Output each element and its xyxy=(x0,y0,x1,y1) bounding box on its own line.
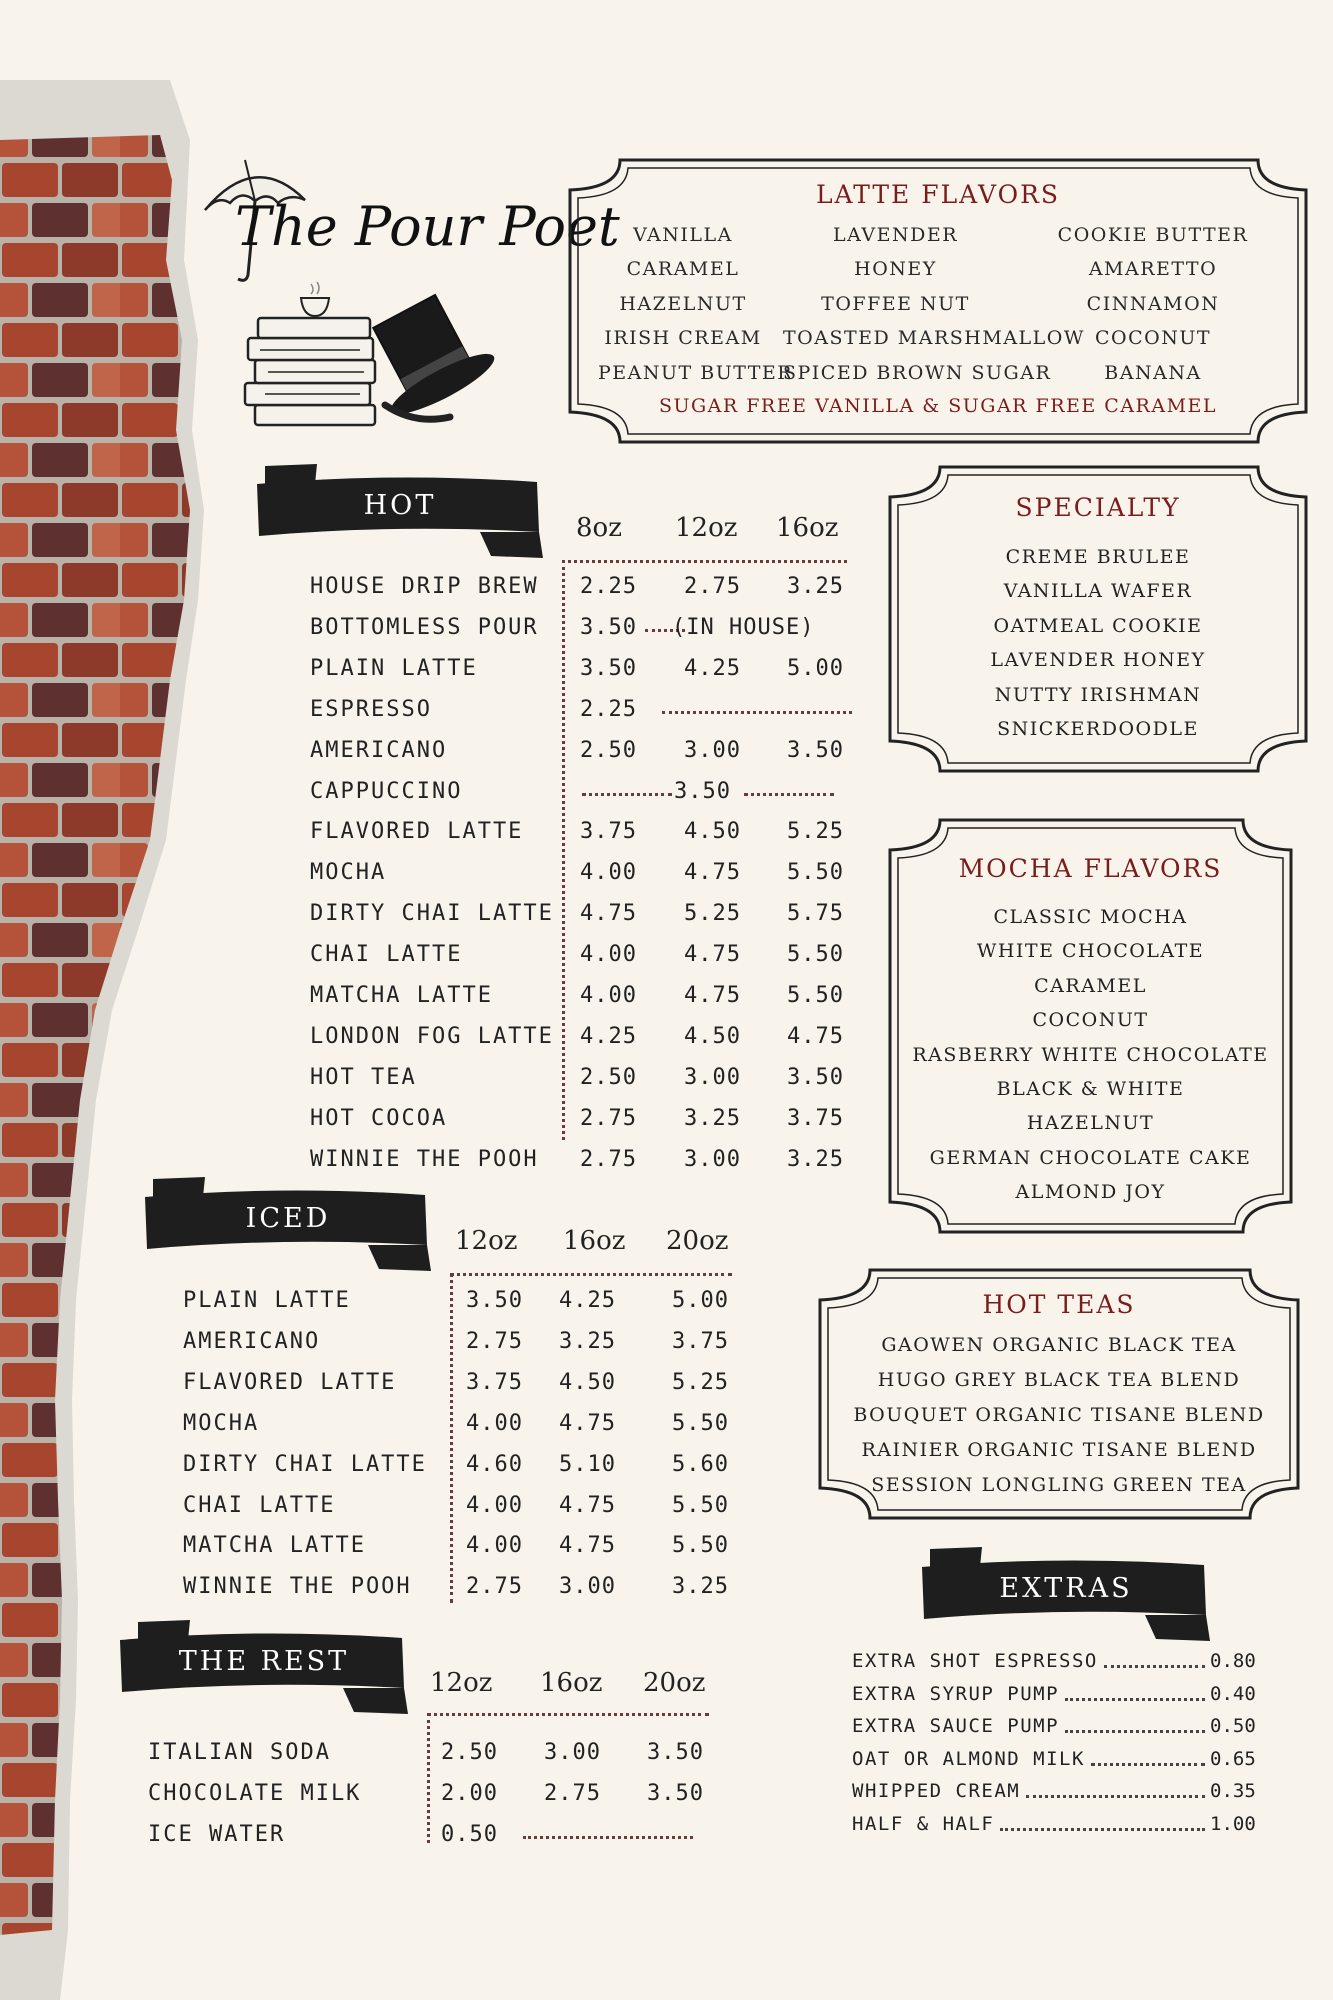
extras-banner xyxy=(920,1545,1212,1645)
mocha-flavors-box xyxy=(888,818,1293,1234)
menu-item-price: 4.25 xyxy=(580,1023,637,1049)
menu-item-price: 3.00 xyxy=(559,1574,616,1600)
latte-flavors-title: LATTE FLAVORS xyxy=(815,180,1061,209)
price-dots xyxy=(582,793,672,796)
menu-item-price: 3.50 xyxy=(466,1288,523,1313)
specialty-item: VANILLA WAFER xyxy=(1003,580,1193,603)
mocha-flavor-item: CLASSIC MOCHA xyxy=(993,906,1188,928)
mocha-flavors-title: MOCHA FLAVORS xyxy=(958,854,1223,883)
table-top-rule xyxy=(427,1713,709,1716)
menu-item-price: 4.00 xyxy=(466,1492,523,1518)
menu-item-name: AMERICANO xyxy=(183,1328,321,1354)
menu-item-price: 3.00 xyxy=(684,1146,741,1172)
menu-item-price: 3.75 xyxy=(787,1105,844,1131)
logo xyxy=(195,155,620,435)
latte-flavor-item: VANILLA xyxy=(633,224,733,246)
specialty-item: SNICKERDOODLE xyxy=(997,718,1199,741)
the-rest-banner xyxy=(118,1618,410,1718)
menu-item-price: 5.25 xyxy=(787,819,844,845)
menu-item-name: HOUSE DRIP BREW xyxy=(310,574,539,599)
menu-item-name: ITALIAN SODA xyxy=(148,1740,331,1765)
size-header: 12oz xyxy=(675,513,738,543)
extra-item-price: 0.65 xyxy=(1210,1747,1256,1770)
extra-item-price: 0.50 xyxy=(1210,1715,1256,1737)
menu-item-price: 3.50 xyxy=(580,655,637,681)
extra-item-price: 0.35 xyxy=(1210,1780,1256,1802)
size-header: 16oz xyxy=(563,1226,626,1256)
menu-item-price: 4.50 xyxy=(684,819,741,845)
menu-item-price: 3.00 xyxy=(544,1740,601,1765)
size-header: 12oz xyxy=(455,1226,518,1256)
menu-item-name: CAPPUCCINO xyxy=(310,778,463,804)
latte-flavor-item: SPICED BROWN SUGAR xyxy=(783,361,1052,384)
menu-item-price: 5.00 xyxy=(787,655,844,681)
menu-item-price: 2.75 xyxy=(544,1781,601,1806)
extra-dots xyxy=(1026,1795,1205,1798)
hot-teas-box xyxy=(818,1268,1300,1520)
menu-item-price: 5.75 xyxy=(787,901,844,927)
hot-banner xyxy=(255,462,545,562)
latte-flavors-box xyxy=(568,158,1308,444)
menu-item-name: FLAVORED LATTE xyxy=(183,1369,397,1395)
specialty-item: NUTTY IRISHMAN xyxy=(994,683,1202,706)
hot-teas-title: HOT TEAS xyxy=(982,1290,1136,1319)
menu-item-name: CHAI LATTE xyxy=(310,942,463,968)
extra-dots xyxy=(1065,1698,1205,1701)
menu-item-name: ICE WATER xyxy=(148,1822,286,1847)
menu-item-price: 4.00 xyxy=(466,1533,523,1559)
specialty-item: OATMEAL COOKIE xyxy=(993,614,1203,637)
menu-item-price: 4.25 xyxy=(684,655,741,681)
mocha-flavor-item: COCONUT xyxy=(1032,1009,1149,1032)
size-header: 20oz xyxy=(643,1668,706,1698)
mocha-flavor-item: ALMOND JOY xyxy=(1015,1181,1166,1204)
extra-dots xyxy=(1000,1828,1205,1831)
menu-item-price: 3.25 xyxy=(672,1574,729,1600)
latte-flavor-item: CARAMEL xyxy=(626,258,740,281)
menu-item-name: MOCHA xyxy=(310,860,387,886)
menu-item-price: 5.25 xyxy=(684,901,741,927)
hot-tea-item: BOUQUET ORGANIC TISANE BLEND xyxy=(853,1404,1265,1426)
mocha-flavor-item: HAZELNUT xyxy=(1026,1112,1155,1135)
menu-item-price: 4.75 xyxy=(559,1492,616,1518)
menu-item-price: 3.50 xyxy=(787,1064,844,1090)
menu-item-price: 2.25 xyxy=(580,696,637,722)
table-left-rule xyxy=(562,560,565,1140)
specialty-title: SPECIALTY xyxy=(1015,493,1181,522)
latte-flavor-item: CINNAMON xyxy=(1086,292,1220,315)
specialty-box xyxy=(888,465,1308,773)
menu-item-price: 2.50 xyxy=(580,737,637,763)
menu-item-price: 2.75 xyxy=(580,1146,637,1172)
menu-item-name: WINNIE THE POOH xyxy=(183,1574,412,1600)
top-hat-icon xyxy=(355,285,505,435)
menu-item-name: AMERICANO xyxy=(310,737,448,763)
menu-item-price: 4.75 xyxy=(684,860,741,886)
latte-flavor-item: COCONUT xyxy=(1094,327,1212,350)
menu-item-price: 2.00 xyxy=(441,1781,498,1806)
menu-item-price: 2.50 xyxy=(580,1064,637,1090)
iced-title: ICED xyxy=(245,1203,331,1234)
menu-item-price: 2.75 xyxy=(466,1328,523,1354)
extra-item-name: OAT OR ALMOND MILK xyxy=(852,1747,1085,1770)
menu-item-name: DIRTY CHAI LATTE xyxy=(310,901,554,927)
table-left-rule xyxy=(450,1273,453,1603)
menu-item-price: 5.50 xyxy=(672,1533,729,1559)
hot-tea-item: HUGO GREY BLACK TEA BLEND xyxy=(877,1369,1241,1391)
menu-item-note: (IN HOUSE) xyxy=(672,614,815,640)
latte-flavor-item: COOKIE BUTTER xyxy=(1057,224,1249,246)
extra-item-name: EXTRA SYRUP PUMP xyxy=(852,1682,1060,1705)
extra-item-name: HALF & HALF xyxy=(852,1812,995,1835)
menu-item-price: 5.00 xyxy=(672,1288,729,1313)
table-top-rule xyxy=(562,560,847,563)
latte-flavor-item: BANANA xyxy=(1104,361,1202,384)
hot-tea-item: GAOWEN ORGANIC BLACK TEA xyxy=(881,1334,1237,1356)
specialty-item: LAVENDER HONEY xyxy=(990,649,1206,672)
extra-item-price: 1.00 xyxy=(1210,1812,1256,1835)
extra-item-price: 0.80 xyxy=(1210,1650,1256,1672)
latte-flavor-column xyxy=(1028,218,1278,390)
latte-flavor-column xyxy=(783,218,1085,390)
extra-dots xyxy=(1104,1665,1205,1668)
mocha-flavor-item: CARAMEL xyxy=(1034,974,1147,997)
extra-dots xyxy=(1065,1730,1205,1733)
menu-item-price: 2.75 xyxy=(684,574,741,599)
menu-item-price: 3.50 xyxy=(674,778,731,804)
menu-item-price: 2.50 xyxy=(441,1740,498,1765)
mocha-flavor-item: WHITE CHOCOLATE xyxy=(976,940,1205,963)
mocha-flavor-item: BLACK & WHITE xyxy=(996,1078,1185,1101)
menu-item-price: 3.25 xyxy=(787,574,844,599)
menu-item-price: 4.75 xyxy=(684,942,741,968)
menu-item-price: 4.00 xyxy=(580,942,637,968)
latte-flavor-item: PEANUT BUTTER xyxy=(598,361,794,384)
price-dots xyxy=(662,711,852,714)
price-dots xyxy=(744,793,834,796)
extras-title: EXTRAS xyxy=(999,1573,1133,1604)
latte-flavor-item: HONEY xyxy=(854,258,937,281)
extra-item-name: EXTRA SHOT ESPRESSO xyxy=(852,1650,1098,1672)
menu-item-price: 3.50 xyxy=(647,1740,704,1765)
menu-item-price: 3.75 xyxy=(466,1369,523,1395)
mocha-flavor-item: GERMAN CHOCOLATE CAKE xyxy=(929,1146,1252,1169)
menu-item-price: 4.60 xyxy=(466,1451,523,1477)
menu-item-name: PLAIN LATTE xyxy=(310,655,478,681)
menu-item-price: 3.00 xyxy=(684,737,741,763)
menu-item-price: 3.75 xyxy=(580,819,637,845)
menu-item-price: 4.00 xyxy=(466,1410,523,1436)
menu-item-price: 0.50 xyxy=(441,1822,498,1847)
menu-item-price: 5.50 xyxy=(787,942,844,968)
size-header: 16oz xyxy=(540,1668,603,1698)
menu-item-price: 4.25 xyxy=(559,1288,616,1313)
menu-item-price: 3.25 xyxy=(559,1328,616,1354)
menu-item-name: ESPRESSO xyxy=(310,696,432,722)
menu-item-name: CHOCOLATE MILK xyxy=(148,1781,362,1806)
menu-item-price: 4.00 xyxy=(580,983,637,1008)
the-rest-title: THE REST xyxy=(178,1646,350,1677)
menu-item-name: MOCHA xyxy=(183,1410,260,1436)
size-header: 12oz xyxy=(430,1668,493,1698)
size-header: 16oz xyxy=(776,513,839,543)
menu-item-price: 5.60 xyxy=(672,1451,729,1477)
menu-item-price: 4.75 xyxy=(787,1023,844,1049)
sugar-free-note: SUGAR FREE VANILLA & SUGAR FREE CARAMEL xyxy=(658,395,1218,417)
latte-flavor-item: AMARETTO xyxy=(1088,258,1218,281)
menu-item-price: 3.00 xyxy=(684,1064,741,1090)
latte-flavor-column xyxy=(598,218,794,390)
menu-item-price: 4.50 xyxy=(684,1023,741,1049)
menu-item-name: HOT COCOA xyxy=(310,1105,448,1131)
menu-item-name: HOT TEA xyxy=(310,1064,417,1090)
menu-item-price: 3.25 xyxy=(787,1146,844,1172)
size-header: 8oz xyxy=(576,513,622,543)
extra-item-price: 0.40 xyxy=(1210,1682,1256,1705)
latte-flavor-item: TOFFEE NUT xyxy=(821,292,970,315)
menu-item-name: PLAIN LATTE xyxy=(183,1288,351,1313)
menu-item-price: 3.75 xyxy=(672,1328,729,1354)
extra-item-name: EXTRA SAUCE PUMP xyxy=(852,1715,1060,1737)
menu-item-price: 4.75 xyxy=(559,1533,616,1559)
size-header: 20oz xyxy=(666,1226,729,1256)
menu-item-price: 3.50 xyxy=(787,737,844,763)
table-left-rule xyxy=(427,1713,430,1843)
hot-title: HOT xyxy=(363,490,437,521)
specialty-item: CREME BRULEE xyxy=(1005,546,1191,568)
latte-flavor-item: IRISH CREAM xyxy=(604,327,762,350)
menu-item-price: 5.50 xyxy=(672,1410,729,1436)
menu-item-price: 4.75 xyxy=(580,901,637,927)
menu-item-name: CHAI LATTE xyxy=(183,1492,336,1518)
menu-item-price: 2.75 xyxy=(466,1574,523,1600)
menu-item-price: 4.75 xyxy=(684,983,741,1008)
menu-item-name: BOTTOMLESS POUR xyxy=(310,614,539,640)
menu-item-name: DIRTY CHAI LATTE xyxy=(183,1451,427,1477)
logo-text: The Pour Poet xyxy=(235,195,620,258)
latte-flavor-item: LAVENDER xyxy=(832,224,959,246)
menu-item-price: 3.50 xyxy=(647,1781,704,1806)
menu-item-price: 4.00 xyxy=(580,860,637,886)
menu-item-name: LONDON FOG LATTE xyxy=(310,1023,554,1049)
menu-item-name: MATCHA LATTE xyxy=(183,1533,366,1559)
table-top-rule xyxy=(450,1273,732,1276)
menu-item-price: 3.50 xyxy=(580,614,637,640)
menu-item-price: 2.25 xyxy=(580,574,637,599)
latte-flavor-item: HAZELNUT xyxy=(619,292,747,315)
menu-item-price: 5.10 xyxy=(559,1451,616,1477)
menu-item-price: 2.75 xyxy=(580,1105,637,1131)
price-dots xyxy=(523,1836,693,1839)
menu-item-price: 4.50 xyxy=(559,1369,616,1395)
hot-tea-item: RAINIER ORGANIC TISANE BLEND xyxy=(861,1439,1257,1461)
mocha-flavor-item: RASBERRY WHITE CHOCOLATE xyxy=(912,1043,1269,1066)
menu-item-price: 5.50 xyxy=(787,983,844,1008)
menu-item-price: 5.50 xyxy=(787,860,844,886)
menu-item-price: 4.75 xyxy=(559,1410,616,1436)
menu-item-name: MATCHA LATTE xyxy=(310,983,493,1008)
menu-item-price: 3.25 xyxy=(684,1105,741,1131)
latte-flavor-item: TOASTED MARSHMALLOW xyxy=(783,327,1085,350)
iced-banner xyxy=(143,1175,433,1275)
menu-item-name: FLAVORED LATTE xyxy=(310,819,524,845)
menu-item-price: 5.25 xyxy=(672,1369,729,1395)
teacup-icon xyxy=(295,280,335,320)
extra-dots xyxy=(1091,1763,1205,1766)
hot-tea-item: SESSION LONGLING GREEN TEA xyxy=(871,1474,1247,1496)
menu-item-name: WINNIE THE POOH xyxy=(310,1146,539,1172)
menu-item-price: 5.50 xyxy=(672,1492,729,1518)
extra-item-name: WHIPPED CREAM xyxy=(852,1780,1021,1802)
